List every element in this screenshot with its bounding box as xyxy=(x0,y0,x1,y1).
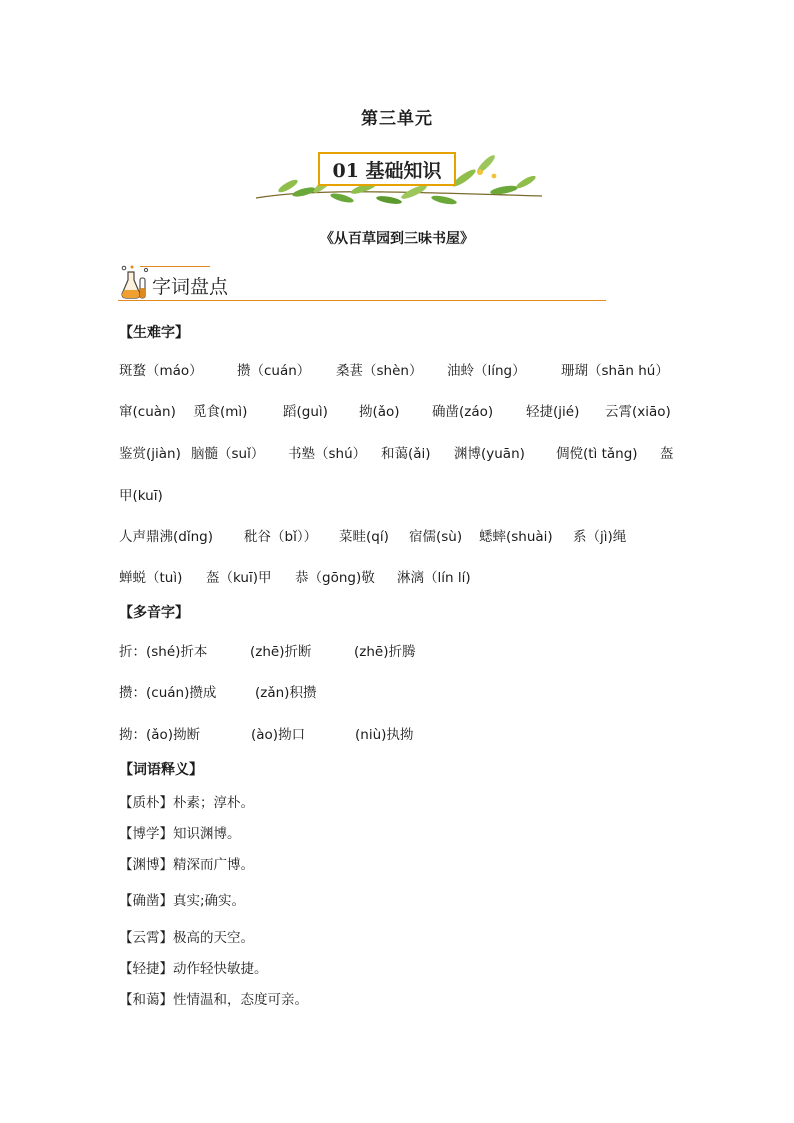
vocab-item: 人声鼎沸(dǐng) xyxy=(119,529,213,545)
definition-item: 【轻捷】动作轻快敏捷。 xyxy=(119,961,268,977)
vocab-item: 淋漓（lín lí) xyxy=(397,570,471,586)
vocab-item: 甲(kuī) xyxy=(119,488,163,504)
ciyu-heading: 【词语释义】 xyxy=(119,762,203,778)
vocab-item: 鉴赏(jiàn) xyxy=(119,446,181,462)
vocab-item: 油蛉（líng） xyxy=(447,363,526,379)
banner-box xyxy=(318,152,456,186)
vocab-item: 云霄(xiāo) xyxy=(605,404,671,420)
banner-text: 01 基础知识 xyxy=(332,159,442,182)
polyphone-item: (zhē)折断 xyxy=(250,644,312,660)
polyphone-item: (niù)执拗 xyxy=(355,727,414,743)
vocab-item: 确凿(záo) xyxy=(432,404,494,420)
vocab-item: 渊博(yuān) xyxy=(454,446,525,462)
definition-item: 【确凿】真实;确实。 xyxy=(119,893,246,909)
definition-item: 【博学】知识渊博。 xyxy=(119,826,241,842)
vocab-item: 拗(ǎo) xyxy=(359,404,400,420)
vocab-item: 秕谷（bǐ）） xyxy=(244,529,318,545)
vocab-item: 恭（gōng)敬 xyxy=(295,570,375,586)
polyphone-item: 折：(shé)折本 xyxy=(119,644,208,660)
duoyin-heading: 【多音字】 xyxy=(119,605,189,621)
vocab-item: 桑葚（shèn） xyxy=(336,363,423,379)
polyphone-item: 攒：(cuán)攒成 xyxy=(119,685,217,701)
vocab-item: 书塾（shú） xyxy=(288,446,367,462)
vocab-item: 轻捷(jié) xyxy=(526,404,580,420)
vocab-item: 盔（kuī)甲 xyxy=(206,570,272,586)
vocab-item: 蝉蜕（tuì) xyxy=(119,570,183,586)
polyphone-item: (zǎn)积攒 xyxy=(255,685,317,701)
vocab-item: 觅食(mì) xyxy=(193,404,248,420)
vocab-item: 宿儒(sù) xyxy=(409,529,463,545)
vocab-item: 攒（cuán） xyxy=(237,363,311,379)
shengnan-heading: 【生难字】 xyxy=(119,325,189,341)
vocab-item: 倜傥(tì tǎng) xyxy=(556,446,638,462)
vocab-item: 窜(cuàn) xyxy=(119,404,176,420)
definition-item: 【云霄】极高的天空。 xyxy=(119,930,254,946)
definition-item: 【质朴】朴素；淳朴。 xyxy=(119,795,254,811)
page-title: 第三单元 xyxy=(361,109,433,129)
vocab-item: 斑蝥（máo） xyxy=(119,363,203,379)
vocab-item: 和蔼(ǎi) xyxy=(381,446,431,462)
vocab-item: 蹈(guì) xyxy=(283,404,328,420)
vocab-item: 蟋蟀(shuài) xyxy=(479,529,553,545)
section-header xyxy=(118,262,606,304)
vocab-item: 脑髓（suǐ） xyxy=(191,446,265,462)
section-banner xyxy=(254,148,544,212)
header-bottom-rule xyxy=(118,300,606,301)
definition-item: 【和蔼】性情温和，态度可亲。 xyxy=(119,992,308,1008)
vocab-item: 盔 xyxy=(660,446,674,462)
vocab-item: 系（jì)绳 xyxy=(573,529,627,545)
vocab-item: 珊瑚（shān hú） xyxy=(561,363,669,379)
polyphone-item: (zhē)折腾 xyxy=(354,644,416,660)
polyphone-item: (ào)拗口 xyxy=(251,727,306,743)
vocab-item: 菜畦(qí) xyxy=(339,529,389,545)
lesson-title: 《从百草园到三味书屋》 xyxy=(320,231,474,247)
flask-lab-icon xyxy=(118,264,150,300)
polyphone-item: 拗：(ǎo)拗断 xyxy=(119,727,201,743)
header-top-rule xyxy=(140,266,210,267)
definition-item: 【渊博】精深而广博。 xyxy=(119,857,254,873)
section-label: 字词盘点 xyxy=(152,276,229,298)
